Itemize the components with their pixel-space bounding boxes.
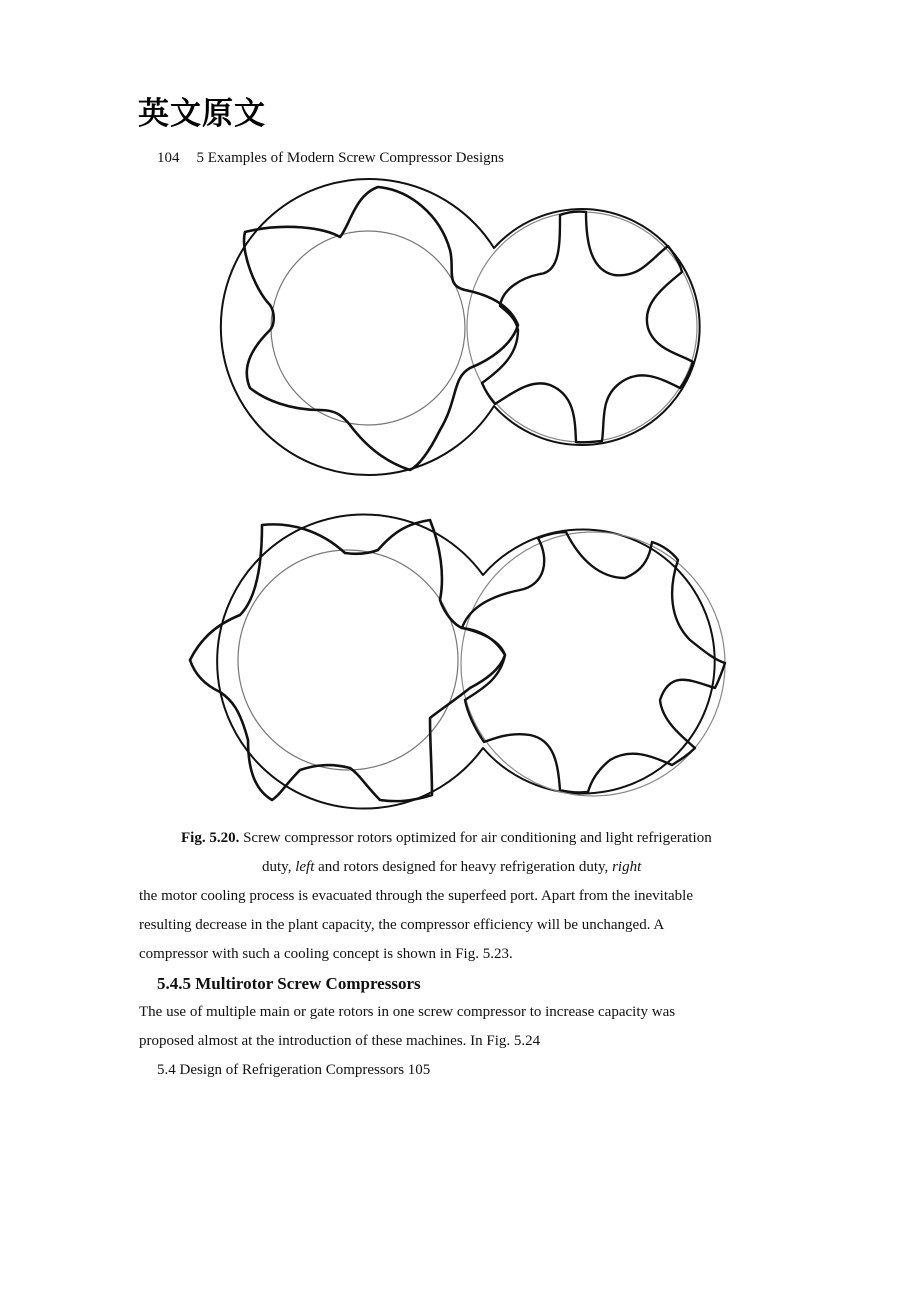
figure-caption-line-1 [181, 830, 712, 847]
figure-label: Fig. 5.20. [181, 830, 240, 846]
figure-caption-right: right [612, 859, 642, 875]
figure-caption-text-1: Screw compressor rotors optimized for air conditioning and light refrigeration [239, 830, 712, 846]
paragraph-1-line-1: the motor cooling process is evacuated through the superfeed port. Apart from the inevitable [139, 888, 693, 904]
figure-caption-text-2a: duty, [262, 859, 296, 875]
running-header-title: 5 Examples of Modern Screw Compressor Designs [196, 150, 504, 166]
figure-caption-line-2 [262, 859, 641, 876]
paragraph-2-line-1: The use of multiple main or gate rotors in one screw compressor to increase capacity was [139, 1004, 676, 1020]
page-footer: 5.4 Design of Refrigeration Compressors 105 [157, 1062, 431, 1078]
paragraph-1-line-3: compressor with such a cooling concept is shown in Fig. 5.23. [139, 946, 513, 962]
paragraph-1-line-2: resulting decrease in the plant capacity, the compressor efficiency will be unchanged. A [139, 917, 665, 933]
bottom-main-pitch-circle [238, 550, 458, 770]
page-heading: 英文原文 [138, 96, 266, 132]
figure-caption-left: left [295, 859, 315, 875]
figure-caption-text-2b: and rotors designed for heavy refrigeration duty, [314, 859, 613, 875]
top-main-pitch-circle [271, 231, 465, 425]
page-number: 104 [157, 150, 180, 166]
section-title: 5.4.5 Multirotor Screw Compressors [157, 974, 421, 993]
bottom-casing [217, 515, 715, 809]
paragraph-2-line-2: proposed almost at the introduction of these machines. In Fig. 5.24 [139, 1033, 541, 1049]
top-gate-circle [467, 212, 697, 442]
top-casing [221, 179, 700, 475]
top-gate-rotor-flutes [482, 212, 693, 443]
